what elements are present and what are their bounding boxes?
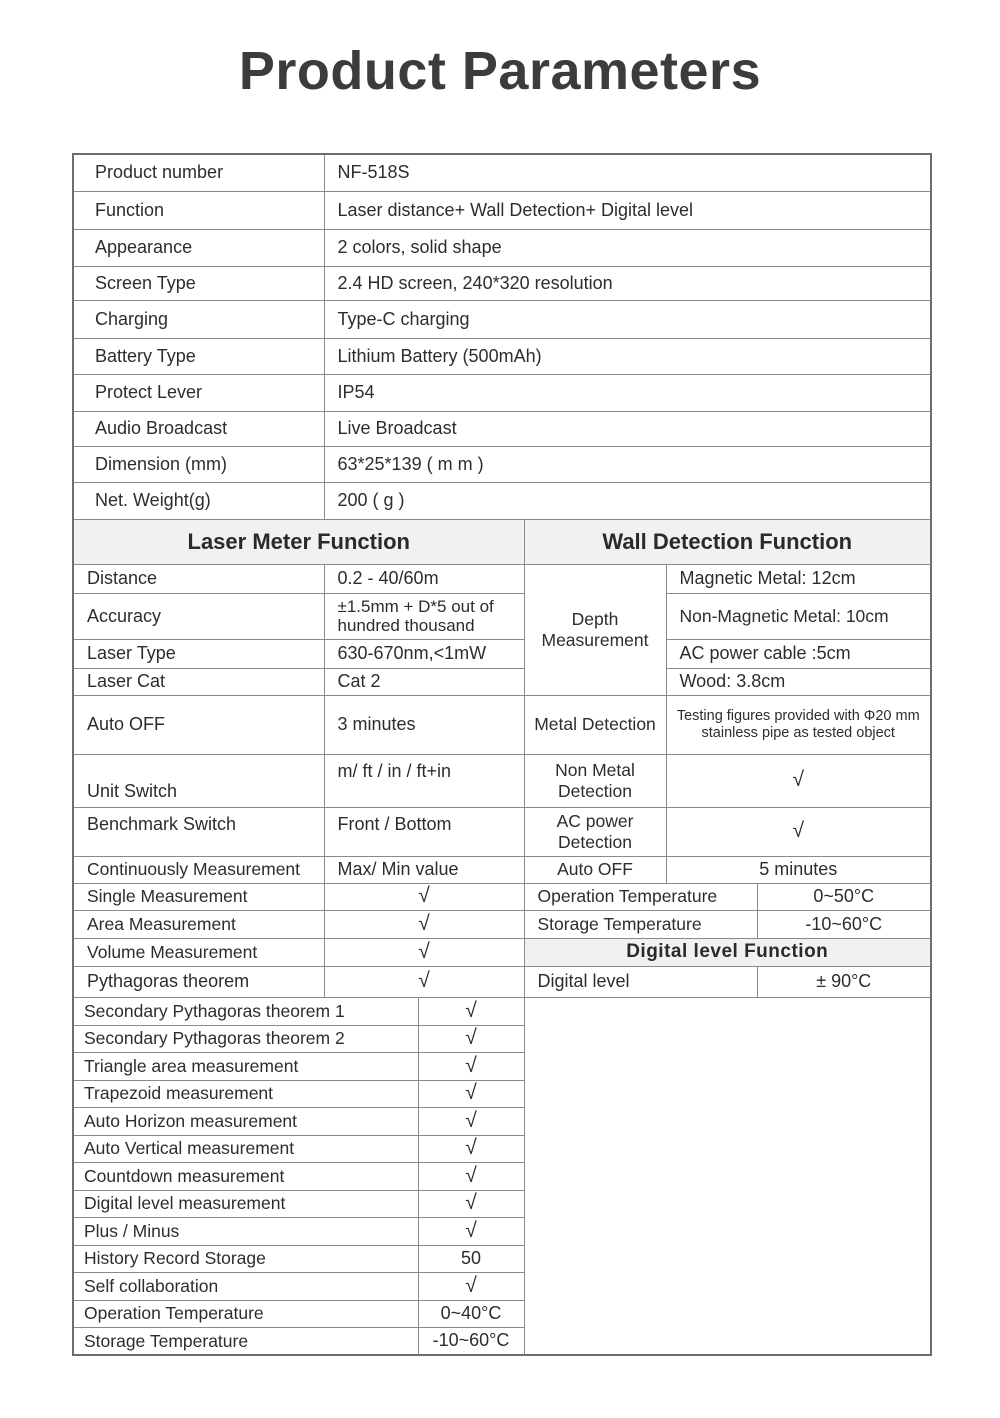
table-row xyxy=(73,966,931,997)
param-label: Pythagoras theorem xyxy=(73,966,324,997)
param-label: Laser Cat xyxy=(73,668,324,695)
param-value: -10~60°C xyxy=(757,910,931,938)
param-label: Secondary Pythagoras theorem 1 xyxy=(73,997,418,1025)
param-label: Metal Detection xyxy=(524,695,666,754)
table-row xyxy=(73,374,931,411)
table-row xyxy=(73,883,931,910)
param-value: Non-Magnetic Metal: 10cm xyxy=(666,593,931,639)
table-row xyxy=(73,300,931,338)
param-value: 200 ( g ) xyxy=(324,482,931,519)
product-parameters-table xyxy=(72,153,932,1356)
param-label: Trapezoid measurement xyxy=(73,1080,418,1107)
param-value: Magnetic Metal: 12cm xyxy=(666,564,931,593)
check-mark: √ xyxy=(324,966,524,997)
param-label: Auto OFF xyxy=(73,695,324,754)
check-mark: √ xyxy=(418,1025,524,1052)
param-value: 0.2 - 40/60m xyxy=(324,564,524,593)
param-label: Product number xyxy=(73,154,324,191)
param-label: Unit Switch xyxy=(73,754,324,807)
table-row xyxy=(73,910,931,938)
param-label: Area Measurement xyxy=(73,910,324,938)
param-label: Depth Measurement xyxy=(524,564,666,695)
table-row xyxy=(73,754,931,807)
check-mark: √ xyxy=(418,1080,524,1107)
param-value: Laser distance+ Wall Detection+ Digital level xyxy=(324,191,931,229)
param-label: Operation Temperature xyxy=(73,1300,418,1327)
param-value: ±1.5mm + D*5 out of hundred thousand xyxy=(324,593,524,639)
param-value: AC power cable :5cm xyxy=(666,639,931,668)
param-label: Volume Measurement xyxy=(73,938,324,966)
section-header-row xyxy=(73,519,931,564)
param-value: IP54 xyxy=(324,374,931,411)
param-label: Dimension (mm) xyxy=(73,446,324,482)
table-row xyxy=(73,191,931,229)
param-value: Testing figures provided with Φ20 mm stainless pipe as tested object xyxy=(666,695,931,754)
param-value: Type-C charging xyxy=(324,300,931,338)
param-label: Operation Temperature xyxy=(524,883,757,910)
param-label: Plus / Minus xyxy=(73,1217,418,1245)
param-label: Net. Weight(g) xyxy=(73,482,324,519)
param-value: NF-518S xyxy=(324,154,931,191)
param-label: Self collaboration xyxy=(73,1272,418,1300)
check-mark: √ xyxy=(666,807,931,856)
check-mark: √ xyxy=(666,754,931,807)
param-value: Max/ Min value xyxy=(324,856,524,883)
param-value: 0~40°C xyxy=(418,1300,524,1327)
table-row xyxy=(73,446,931,482)
section-header-digital-level: Digital level Function xyxy=(524,938,931,966)
table-row xyxy=(73,695,931,754)
table-row xyxy=(73,564,931,593)
table-row xyxy=(73,856,931,883)
param-label: Digital level xyxy=(524,966,757,997)
check-mark: √ xyxy=(324,883,524,910)
param-value: ± 90°C xyxy=(757,966,931,997)
table-row xyxy=(73,154,931,191)
param-value: Live Broadcast xyxy=(324,411,931,446)
param-label: Appearance xyxy=(73,229,324,266)
check-mark: √ xyxy=(418,1162,524,1190)
table-row xyxy=(73,229,931,266)
param-label: Charging xyxy=(73,300,324,338)
param-value: 63*25*139 ( m m ) xyxy=(324,446,931,482)
param-label: Auto OFF xyxy=(524,856,666,883)
param-value: 630-670nm,<1mW xyxy=(324,639,524,668)
spec-table-container xyxy=(72,153,932,1356)
check-mark: √ xyxy=(418,1272,524,1300)
param-value: Wood: 3.8cm xyxy=(666,668,931,695)
check-mark: √ xyxy=(418,1217,524,1245)
check-mark: √ xyxy=(324,938,524,966)
param-value: Cat 2 xyxy=(324,668,524,695)
table-row xyxy=(73,807,931,856)
section-header-laser: Laser Meter Function xyxy=(73,519,524,564)
param-label: Laser Type xyxy=(73,639,324,668)
table-row xyxy=(73,482,931,519)
param-label: Accuracy xyxy=(73,593,324,639)
check-mark: √ xyxy=(418,1135,524,1162)
param-label: Countdown measurement xyxy=(73,1162,418,1190)
table-row xyxy=(73,639,931,668)
param-value: Front / Bottom xyxy=(324,807,524,856)
check-mark: √ xyxy=(418,1190,524,1217)
param-label: AC power Detection xyxy=(524,807,666,856)
check-mark: √ xyxy=(324,910,524,938)
param-label: Battery Type xyxy=(73,338,324,374)
param-label: Storage Temperature xyxy=(524,910,757,938)
param-label: Auto Vertical measurement xyxy=(73,1135,418,1162)
page-title: Product Parameters xyxy=(238,41,762,101)
param-label: Digital level measurement xyxy=(73,1190,418,1217)
table-row xyxy=(73,411,931,446)
param-label: Non Metal Detection xyxy=(524,754,666,807)
param-value: -10~60°C xyxy=(418,1327,524,1355)
table-row xyxy=(73,938,931,966)
param-value: 2 colors, solid shape xyxy=(324,229,931,266)
param-value: 2.4 HD screen, 240*320 resolution xyxy=(324,266,931,300)
param-label: Auto Horizon measurement xyxy=(73,1107,418,1135)
table-row xyxy=(73,668,931,695)
param-label: Secondary Pythagoras theorem 2 xyxy=(73,1025,418,1052)
param-value: m/ ft / in / ft+in xyxy=(324,754,524,807)
param-label: Single Measurement xyxy=(73,883,324,910)
param-label: Function xyxy=(73,191,324,229)
table-row xyxy=(73,266,931,300)
param-label: Storage Temperature xyxy=(73,1327,418,1355)
param-label: Audio Broadcast xyxy=(73,411,324,446)
check-mark: √ xyxy=(418,1107,524,1135)
param-label: Distance xyxy=(73,564,324,593)
param-value: 3 minutes xyxy=(324,695,524,754)
param-label: Triangle area measurement xyxy=(73,1052,418,1080)
section-header-wall: Wall Detection Function xyxy=(524,519,931,564)
table-row xyxy=(73,338,931,374)
empty-area xyxy=(524,997,931,1355)
check-mark: √ xyxy=(418,1052,524,1080)
param-label: History Record Storage xyxy=(73,1245,418,1272)
param-value: 5 minutes xyxy=(666,856,931,883)
table-row xyxy=(73,593,931,639)
param-value: Lithium Battery (500mAh) xyxy=(324,338,931,374)
param-label: Continuously Measurement xyxy=(73,856,324,883)
param-label: Screen Type xyxy=(73,266,324,300)
param-value: 0~50°C xyxy=(757,883,931,910)
param-label: Protect Lever xyxy=(73,374,324,411)
param-value: 50 xyxy=(418,1245,524,1272)
param-label: Benchmark Switch xyxy=(73,807,324,856)
table-row xyxy=(73,997,931,1025)
check-mark: √ xyxy=(418,997,524,1025)
